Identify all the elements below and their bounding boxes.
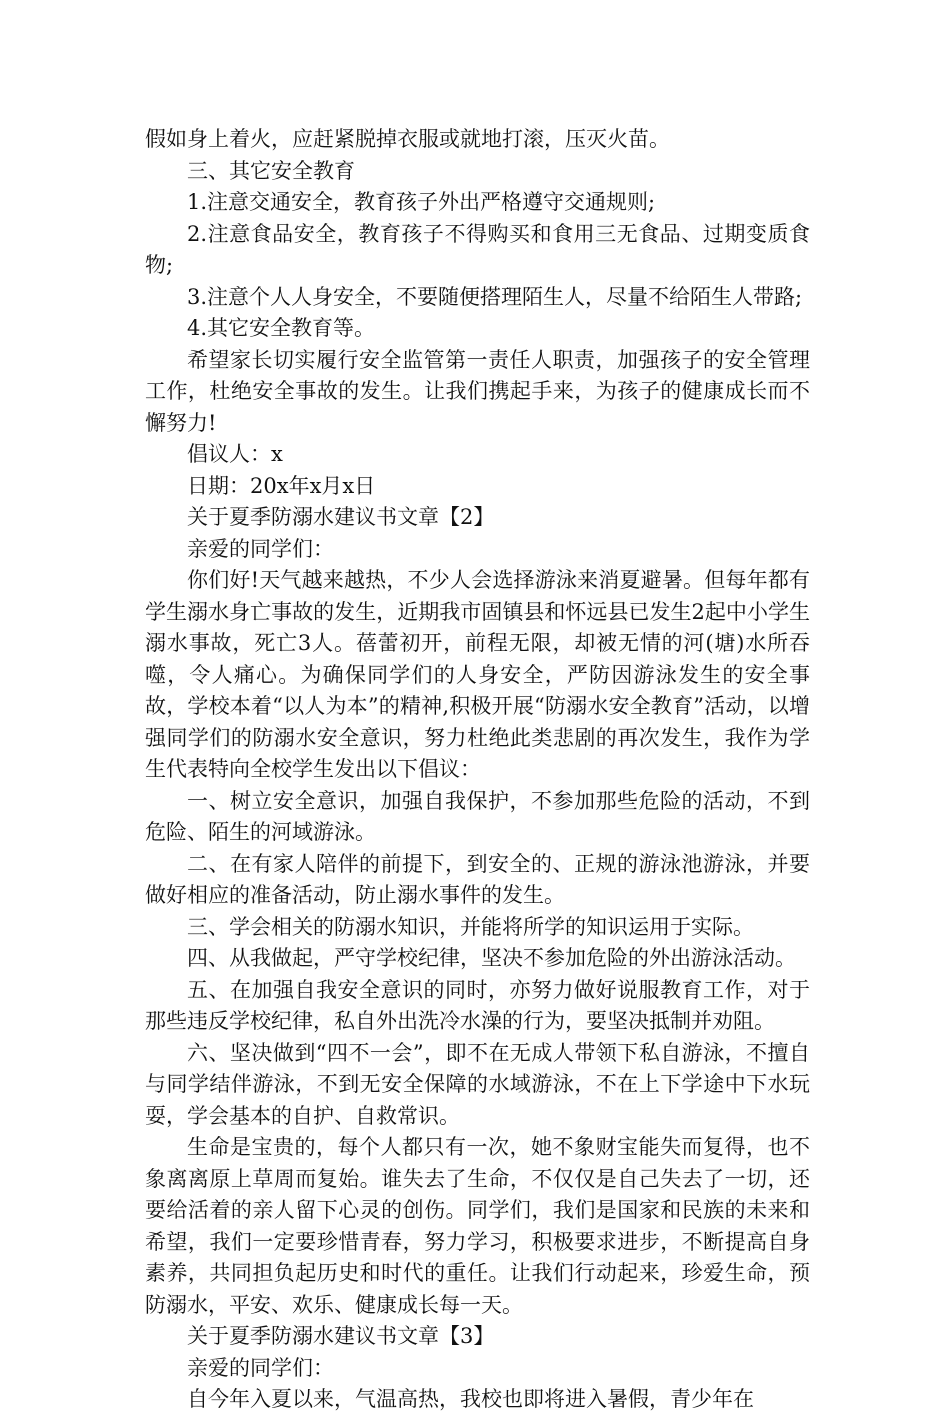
section-heading: 三、其它安全教育 xyxy=(187,158,355,183)
paragraph: 希望家长切实履行安全监管第一责任人职责，加强孩子的安全管理工作，杜绝安全事故的发生。让我们携起手来，为孩子的健康成长而不懈努力! xyxy=(145,347,810,435)
proposal-item: 三、学会相关的防溺水知识，并能将所学的知识运用于实际。 xyxy=(187,914,754,939)
proposal-item: 六、坚决做到“四不一会”，即不在无成人带领下私自游泳，不擅自与同学结伴游泳，不到无安全保障的水域游泳，不在上下学途中下水玩耍，学会基本的自护、自救常识。 xyxy=(145,1040,810,1128)
salutation: 亲爱的同学们： xyxy=(187,536,334,561)
proposal-item: 四、从我做起，严守学校纪律，坚决不参加危险的外出游泳活动。 xyxy=(187,946,796,970)
article-title: 关于夏季防溺水建议书文章【3】 xyxy=(187,1324,495,1348)
salutation: 亲爱的同学们： xyxy=(187,1355,334,1380)
article-title: 关于夏季防溺水建议书文章【2】 xyxy=(187,505,495,529)
paragraph: 自今年入夏以来，气温高热，我校也即将进入暑假，青少年在 xyxy=(187,1387,754,1411)
proposal-item: 一、树立安全意识，加强自我保护，不参加那些危险的活动，不到危险、陌生的河域游泳。 xyxy=(145,788,810,844)
signature-line: 倡议人：x xyxy=(187,442,283,466)
proposal-item: 二、在有家人陪伴的前提下，到安全的、正规的游泳池游泳，并要做好相应的准备活动，防止溺水事件的发生。 xyxy=(145,851,810,907)
paragraph: 你们好!天气越来越热，不少人会选择游泳来消夏避暑。但每年都有学生溺水身亡事故的发生，近期我市固镇县和怀远县已发生2起中小学生溺水事故，死亡3人。蓓蕾初开，前程无限，却被无情的河(塘)水所吞噬，令人痛心。为确保同学们的人身安全，严防因游泳发生的安全事故，学校本着“以人为本”的精神,积极开展“防溺水安全教育”活动，以增强同学们的防溺水安全意识，努力杜绝此类悲剧的再次发生，我作为学生代表特向全校学生发出以下倡议： xyxy=(145,568,810,781)
document-body xyxy=(145,124,810,1416)
list-item: 1.注意交通安全，教育孩子外出严格遵守交通规则; xyxy=(187,190,656,214)
proposal-item: 五、在加强自我安全意识的同时，亦努力做好说服教育工作，对于那些违反学校纪律，私自外出洗冷水澡的行为，要坚决抵制并劝阻。 xyxy=(145,977,810,1033)
list-item: 2.注意食品安全，教育孩子不得购买和食用三无食品、过期变质食物; xyxy=(145,221,810,277)
paragraph: 生命是宝贵的，每个人都只有一次，她不象财宝能失而复得，也不象离离原上草周而复始。谁失去了生命，不仅仅是自己失去了一切，还要给活着的亲人留下心灵的创伤。同学们，我们是国家和民族的未来和希望，我们一定要珍惜青春，努力学习，积极要求进步，不断提高自身素养，共同担负起历史和时代的重任。让我们行动起来，珍爱生命，预防溺水，平安、欢乐、健康成长每一天。 xyxy=(145,1135,810,1317)
paragraph: 假如身上着火，应赶紧脱掉衣服或就地打滚，压灭火苗。 xyxy=(145,127,670,151)
list-item: 4.其它安全教育等。 xyxy=(187,316,376,340)
date-line: 日期：20x年x月x日 xyxy=(187,473,376,498)
list-item: 3.注意个人人身安全，不要随便搭理陌生人，尽量不给陌生人带路; xyxy=(187,284,803,309)
